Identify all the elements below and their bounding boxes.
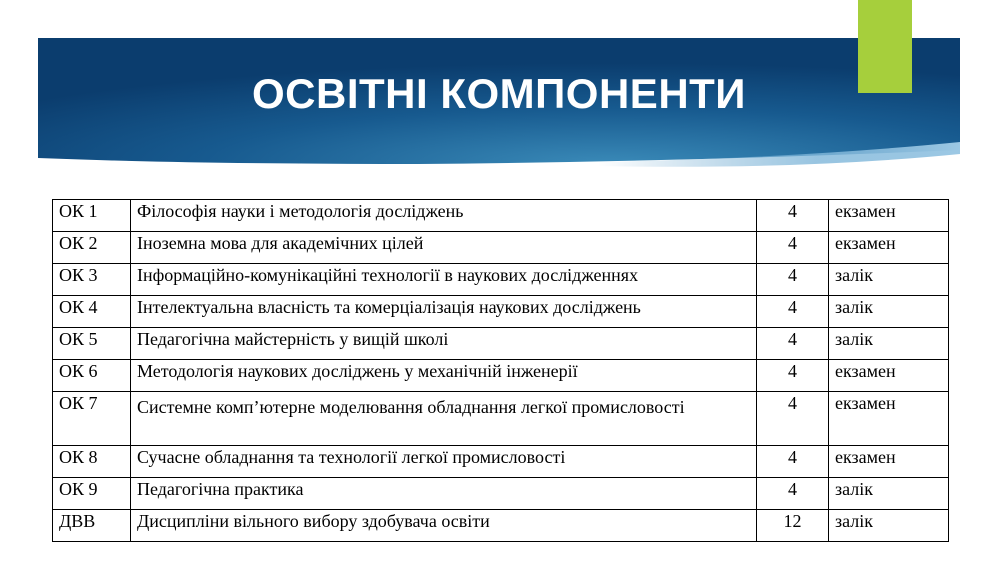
component-name: Інтелектуальна власність та комерціалізація наукових досліджень <box>131 296 757 328</box>
component-credits: 4 <box>757 296 829 328</box>
component-name: Педагогічна практика <box>131 478 757 510</box>
component-credits: 4 <box>757 200 829 232</box>
assessment-form: екзамен <box>829 392 949 446</box>
component-code: ОК 9 <box>53 478 131 510</box>
table-row <box>53 296 949 328</box>
table-row <box>53 478 949 510</box>
table-row <box>53 328 949 360</box>
component-credits: 4 <box>757 478 829 510</box>
assessment-form: залік <box>829 478 949 510</box>
assessment-form: екзамен <box>829 446 949 478</box>
table-row <box>53 446 949 478</box>
table-row <box>53 264 949 296</box>
component-code: ОК 2 <box>53 232 131 264</box>
component-code: ОК 1 <box>53 200 131 232</box>
assessment-form: залік <box>829 264 949 296</box>
component-name: Філософія науки і методологія досліджень <box>131 200 757 232</box>
component-code: ОК 3 <box>53 264 131 296</box>
component-code: ОК 5 <box>53 328 131 360</box>
table-row <box>53 200 949 232</box>
assessment-form: екзамен <box>829 200 949 232</box>
component-code: ОК 8 <box>53 446 131 478</box>
component-name: Інформаційно-комунікаційні технології в наукових дослідженнях <box>131 264 757 296</box>
component-name: Педагогічна майстерність у вищій школі <box>131 328 757 360</box>
slide-title: ОСВІТНІ КОМПОНЕНТИ <box>252 70 746 117</box>
component-name: Методологія наукових досліджень у механічній інженерії <box>131 360 757 392</box>
component-credits: 4 <box>757 360 829 392</box>
component-code: ДВВ <box>53 510 131 542</box>
component-name: Сучасне обладнання та технології легкої промисловості <box>131 446 757 478</box>
assessment-form: екзамен <box>829 360 949 392</box>
component-credits: 4 <box>757 232 829 264</box>
components-table <box>52 199 949 542</box>
table-row <box>53 510 949 542</box>
assessment-form: залік <box>829 510 949 542</box>
component-name: Дисципліни вільного вибору здобувача освіти <box>131 510 757 542</box>
component-code: ОК 6 <box>53 360 131 392</box>
assessment-form: залік <box>829 328 949 360</box>
component-name: Системне комп’ютерне моделювання обладнання легкої промисловості <box>131 392 757 446</box>
component-name: Іноземна мова для академічних цілей <box>131 232 757 264</box>
component-code: ОК 7 <box>53 392 131 446</box>
assessment-form: залік <box>829 296 949 328</box>
table-row <box>53 232 949 264</box>
component-credits: 4 <box>757 264 829 296</box>
component-credits: 4 <box>757 446 829 478</box>
table-row <box>53 392 949 446</box>
component-credits: 12 <box>757 510 829 542</box>
assessment-form: екзамен <box>829 232 949 264</box>
component-credits: 4 <box>757 328 829 360</box>
table-row <box>53 360 949 392</box>
component-code: ОК 4 <box>53 296 131 328</box>
component-credits: 4 <box>757 392 829 446</box>
